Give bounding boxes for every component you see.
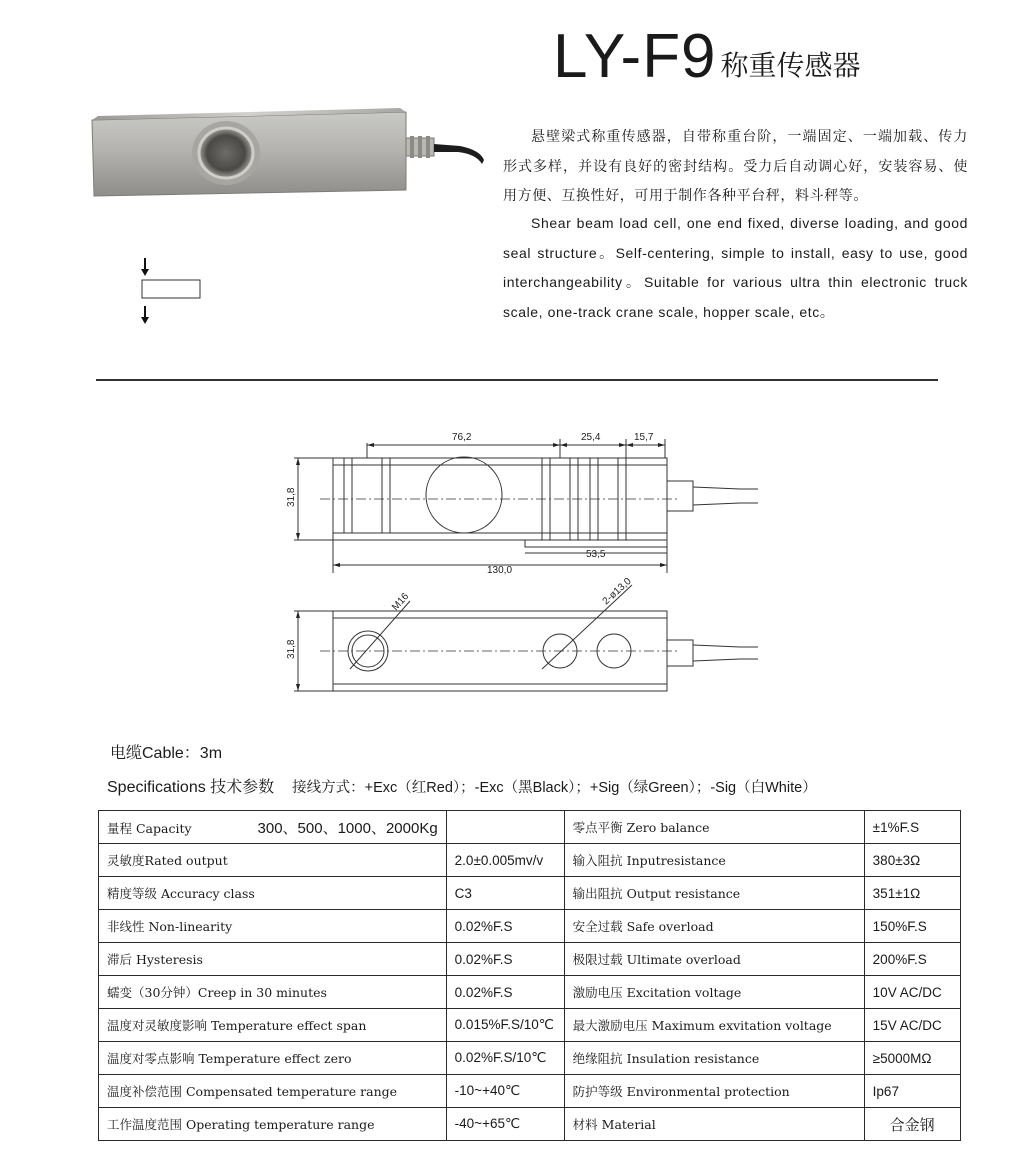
spec-label: 温度补偿范围 Compensated temperature range	[99, 1075, 447, 1108]
spec-value: 380±3Ω	[864, 844, 960, 877]
spec-label: 防护等级 Environmental protection	[564, 1075, 864, 1108]
side-view-gauge-hole	[426, 457, 502, 533]
technical-drawing	[280, 425, 770, 700]
spec-value: 合金钢	[864, 1108, 960, 1141]
table-row	[99, 1075, 961, 1108]
spec-value: C3	[446, 877, 564, 910]
spec-label: 极限过载 Ultimate overload	[564, 943, 864, 976]
spec-label: 精度等级 Accuracy class	[99, 877, 447, 910]
table-row	[99, 1009, 961, 1042]
holes-label: 2-ø13,0	[600, 575, 634, 608]
dim-53-5: 53,5	[586, 549, 606, 560]
load-direction-icon	[140, 258, 202, 330]
spec-value: 15V AC/DC	[864, 1009, 960, 1042]
spec-value: ≥5000MΩ	[864, 1042, 960, 1075]
spec-label: 温度对灵敏度影响 Temperature effect span	[99, 1009, 447, 1042]
spec-value: 0.02%F.S	[446, 910, 564, 943]
spec-label: 绝缘阻抗 Insulation resistance	[564, 1042, 864, 1075]
spec-value: Ip67	[864, 1075, 960, 1108]
dim-25-4: 25,4	[581, 432, 601, 443]
spec-label: 激励电压 Excitation voltage	[564, 976, 864, 1009]
spec-label: 工作温度范围 Operating temperature range	[99, 1108, 447, 1141]
model-number: LY-F9	[553, 22, 717, 91]
table-row	[99, 844, 961, 877]
dim-130-0: 130,0	[487, 565, 513, 576]
description-cn: 悬壁梁式称重传感器，自带称重台阶，一端固定、一端加载、传力形式多样，并设有良好的密封结构。受力后自动调心好，安装容易、使用方便、互换性好，可用于制作各种平台秤，料斗秤等。	[503, 128, 968, 203]
spec-label: 最大激励电压 Maximum exvitation voltage	[564, 1009, 864, 1042]
spec-label: 滞后 Hysteresis	[99, 943, 447, 976]
dim-15-7: 15,7	[634, 432, 654, 443]
specs-title: Specifications 技术参数	[107, 779, 275, 796]
spec-value: 0.02%F.S	[446, 943, 564, 976]
spec-label: 安全过载 Safe overload	[564, 910, 864, 943]
table-row	[99, 910, 961, 943]
spec-label: 材料 Material	[564, 1108, 864, 1141]
zero-balance-value: ±1%F.S	[864, 811, 960, 844]
spec-label: 输出阻抗 Output resistance	[564, 877, 864, 910]
spec-value: 0.015%F.S/10℃	[446, 1009, 564, 1042]
spec-value: 0.02%F.S/10℃	[446, 1042, 564, 1075]
spec-value: -10~+40℃	[446, 1075, 564, 1108]
table-row	[99, 811, 961, 844]
table-row	[99, 877, 961, 910]
capacity-value: 300、500、1000、2000Kg	[257, 819, 438, 837]
spec-value: 351±1Ω	[864, 877, 960, 910]
spec-label: 温度对零点影响 Temperature effect zero	[99, 1042, 447, 1075]
capacity-label: 量程 Capacity 300、500、1000、2000Kg	[99, 811, 447, 844]
page-title	[553, 22, 861, 91]
spec-label: 非线性 Non-linearity	[99, 910, 447, 943]
dim-height-top: 31,8	[286, 639, 297, 659]
load-cell-photo	[88, 100, 503, 202]
thread-label: M16	[390, 591, 412, 614]
cable-length: 电缆Cable：3m	[110, 745, 223, 762]
specs-heading	[107, 774, 817, 797]
spec-value: -40~+65℃	[446, 1108, 564, 1141]
spec-label: 灵敏度Rated output	[99, 844, 447, 877]
dim-76-2: 76,2	[452, 432, 472, 443]
description-en: Shear beam load cell, one end fixed, diverse loading, and good seal structure。Self-centering, simple to install, easy to use, good interchangeability。Suitable for various ultra thin electronic truck scale, one-track crane scale, hopper scale, etc。	[503, 215, 968, 320]
table-row	[99, 976, 961, 1009]
spec-table	[98, 810, 961, 1141]
spec-value: 200%F.S	[864, 943, 960, 976]
table-row	[99, 943, 961, 976]
table-row	[99, 1108, 961, 1141]
capacity-spacer	[446, 811, 564, 844]
dim-height-side: 31,8	[286, 487, 297, 507]
table-row	[99, 1042, 961, 1075]
zero-balance-label: 零点平衡 Zero balance	[564, 811, 864, 844]
section-divider	[96, 379, 938, 381]
spec-value: 2.0±0.005mv/v	[446, 844, 564, 877]
spec-value: 10V AC/DC	[864, 976, 960, 1009]
spec-label: 输入阻抗 Inputresistance	[564, 844, 864, 877]
wiring-info: 接线方式：+Exc（红Red）；-Exc（黑Black）；+Sig（绿Green）；-Sig（白White）	[292, 780, 817, 796]
spec-value: 0.02%F.S	[446, 976, 564, 1009]
spec-value: 150%F.S	[864, 910, 960, 943]
spec-label: 蠕变（30分钟）Creep in 30 minutes	[99, 976, 447, 1009]
product-name: 称重传感器	[720, 50, 861, 81]
